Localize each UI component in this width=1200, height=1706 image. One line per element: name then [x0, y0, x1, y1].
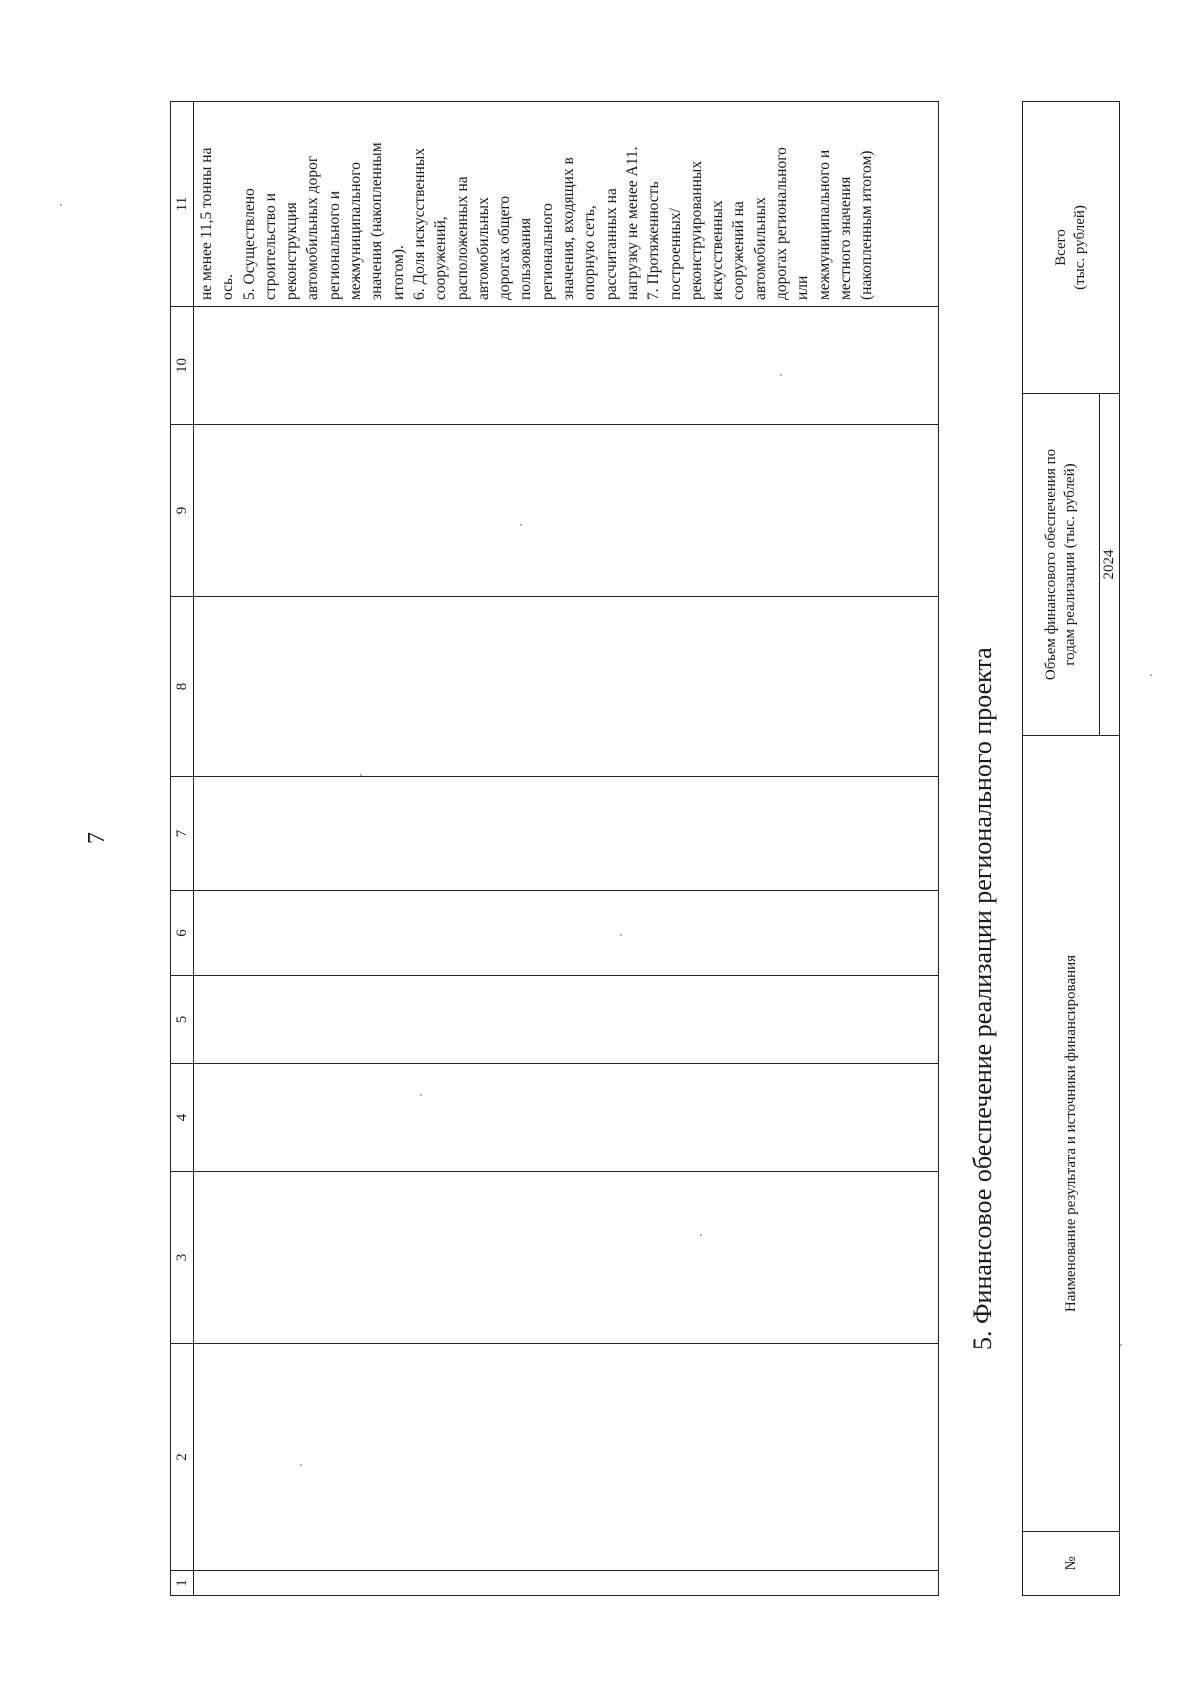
text-line: автомобильных [751, 197, 769, 300]
results-table [170, 101, 939, 1596]
column-number: 7 [171, 777, 194, 891]
empty-cell [194, 976, 939, 1064]
total-header-line: (тыс. рублей) [1072, 205, 1088, 290]
text-line: сооружений на [730, 201, 748, 300]
text-line: регионального и [325, 190, 343, 300]
name-header: Наименование результата и источники финансирования [1023, 736, 1120, 1532]
text-line: дорогах общего [496, 195, 514, 300]
volume-header-line: Объем финансового обеспечения по [1043, 448, 1059, 681]
empty-cell [194, 425, 939, 597]
text-line: межмуниципального [347, 161, 365, 300]
text-line: (накопленным итогом) [858, 150, 876, 300]
empty-cell [194, 777, 939, 891]
text-line: регионального [538, 203, 556, 300]
column-number-row [171, 102, 194, 1596]
column-number: 8 [171, 597, 194, 777]
text-line: опорную сеть, [581, 205, 599, 300]
finance-table [1022, 101, 1120, 1596]
empty-cell [194, 307, 939, 425]
volume-header-line: годам реализации (тыс. рублей) [1062, 463, 1078, 666]
indicators-cell [194, 102, 939, 307]
text-line: автомобильных дорог [304, 155, 322, 300]
number-header: № [1023, 1532, 1120, 1596]
text-line: сооружений, [432, 216, 450, 300]
text-line: реконструированных [687, 160, 705, 300]
text-line: построенных/ [666, 208, 684, 300]
text-line: 6. Доля искусственных [410, 148, 428, 300]
empty-cell [194, 1172, 939, 1344]
text-line: итогом). [389, 245, 407, 300]
text-line: значения (накопленным [368, 142, 386, 300]
text-line: пользования [517, 217, 535, 300]
empty-cell [194, 891, 939, 976]
text-line: или [794, 275, 812, 300]
column-number: 1 [171, 1571, 194, 1596]
text-line: ось. [219, 274, 237, 300]
text-line: искусственных [709, 200, 727, 300]
text-line: реконструкция [283, 202, 301, 300]
text-line: не менее 11,5 тонны на [198, 147, 215, 300]
page-number: 7 [84, 832, 110, 844]
column-number: 4 [171, 1064, 194, 1172]
text-line: значения, входящих в [560, 157, 578, 300]
empty-cell [194, 1571, 939, 1596]
text-line: нагрузку не менее А11. [623, 146, 641, 300]
text-line: 5. Осуществлено [240, 188, 258, 300]
column-number: 10 [171, 307, 194, 425]
text-line: строительство и [261, 193, 279, 300]
empty-cell [194, 1344, 939, 1571]
text-line: 7. Протяженность [645, 181, 663, 300]
empty-cell [194, 1064, 939, 1172]
column-number: 3 [171, 1172, 194, 1344]
column-number: 11 [171, 102, 194, 307]
empty-cell [194, 597, 939, 777]
year-header: 2024 [1100, 394, 1120, 736]
column-number: 6 [171, 891, 194, 976]
text-line: дорогах регионального [773, 147, 791, 300]
total-header [1023, 102, 1120, 394]
section-title: 5. Финансовое обеспечение реализации регионального проекта [968, 647, 997, 1350]
text-line: межмуниципального и [815, 149, 833, 300]
column-number: 9 [171, 425, 194, 597]
text-line: рассчитанных на [602, 188, 620, 300]
total-header-line: Всего [1053, 229, 1069, 266]
table-row [194, 102, 939, 1596]
text-line: расположенных на [453, 176, 471, 300]
volume-header [1023, 394, 1100, 736]
column-number: 5 [171, 976, 194, 1064]
text-line: местного значения [836, 176, 854, 300]
text-line: автомобильных [474, 197, 492, 300]
column-number: 2 [171, 1344, 194, 1571]
